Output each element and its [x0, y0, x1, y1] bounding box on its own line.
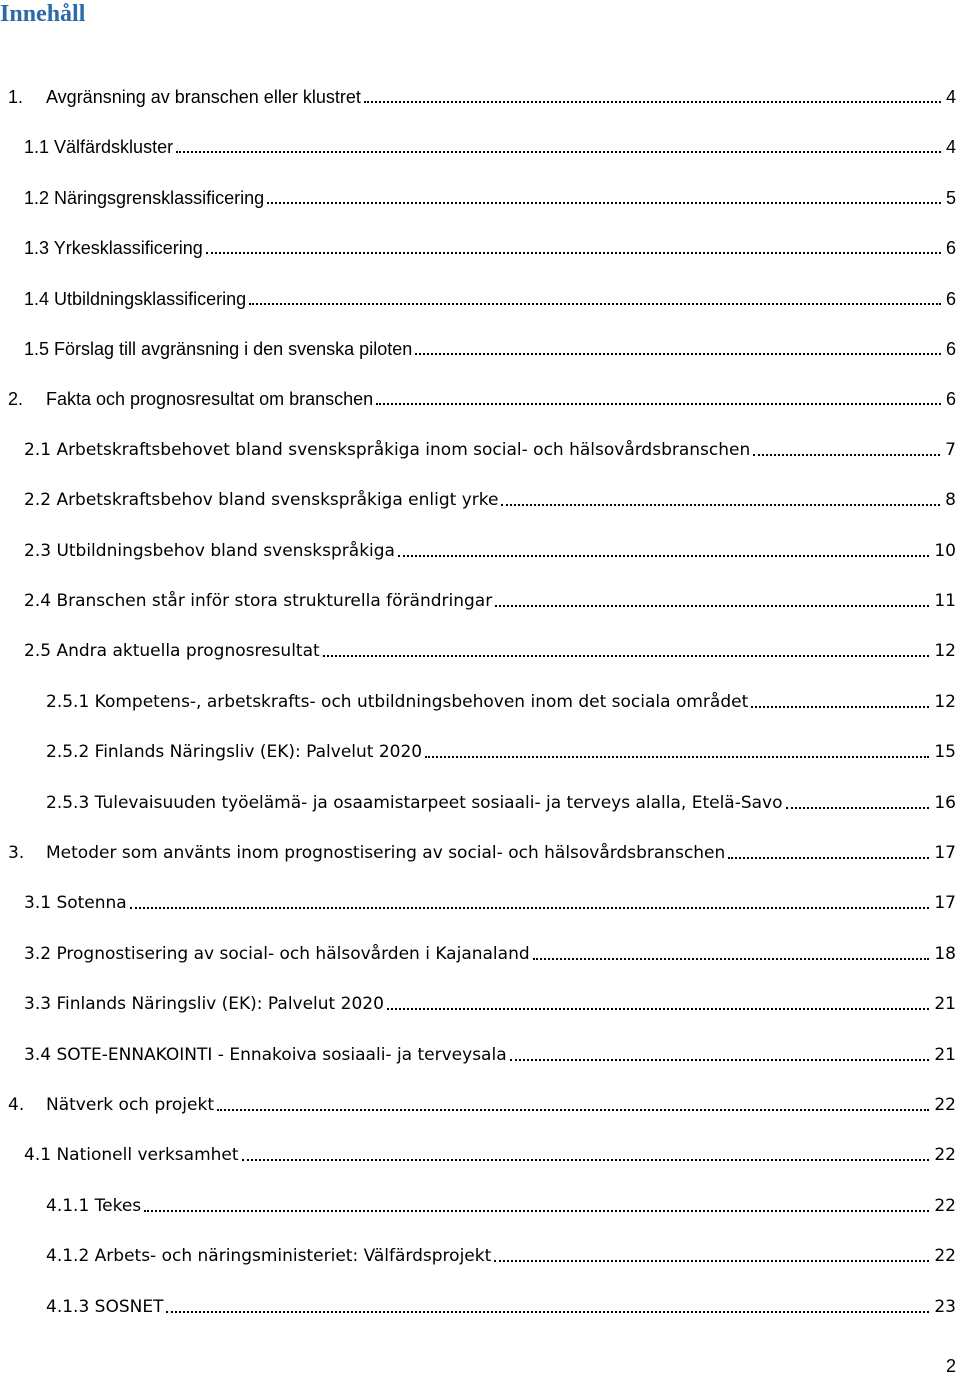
toc-entry[interactable] — [46, 689, 956, 713]
toc-entry[interactable] — [24, 437, 956, 461]
toc-entry[interactable] — [24, 1042, 956, 1066]
dot-leader — [176, 151, 941, 153]
dot-leader — [144, 1210, 929, 1212]
dot-leader — [249, 303, 941, 305]
dot-leader — [206, 252, 941, 254]
toc-entry-title: 4.1.3 SOSNET — [46, 1297, 164, 1317]
dot-leader — [728, 857, 929, 859]
dot-leader — [533, 958, 930, 960]
toc-entry-title: 1.2 Näringsgrensklassificering — [24, 188, 265, 208]
toc-entry-title: 4.1.2 Arbets- och näringsministeriet: Välfärdsprojekt — [46, 1246, 492, 1266]
toc-entry-page: 17 — [934, 893, 956, 913]
toc-entry-page: 4 — [945, 87, 956, 107]
dot-leader — [495, 605, 929, 607]
toc-entry-title: 2.5.2 Finlands Näringsliv (EK): Palvelut 2020 — [46, 742, 423, 762]
toc-entry-page: 6 — [945, 389, 956, 409]
dot-leader — [494, 1260, 929, 1262]
toc-entry[interactable] — [24, 638, 956, 662]
toc-entry-number: 2. — [8, 389, 24, 409]
toc-entry-page: 6 — [945, 289, 956, 309]
toc-entry-title: Fakta och prognosresultat om branschen — [46, 389, 374, 409]
dot-leader — [786, 807, 930, 809]
toc-entry-page: 11 — [934, 591, 956, 611]
toc-entry-title: 4.1.1 Tekes — [46, 1196, 142, 1216]
toc-entry-page: 22 — [934, 1095, 956, 1115]
toc-entry-page: 4 — [945, 137, 956, 157]
toc-entry-page: 15 — [934, 742, 956, 762]
dot-leader — [753, 454, 940, 456]
toc-entry-page: 17 — [934, 843, 956, 863]
toc-entry-title: 3.1 Sotenna — [24, 893, 127, 913]
toc-heading: Innehåll — [0, 1, 86, 27]
toc-entry-number: 3. — [8, 843, 25, 863]
toc-entry[interactable] — [24, 487, 956, 511]
dot-leader — [376, 403, 941, 405]
toc-entry-page: 8 — [945, 490, 956, 510]
toc-entry-page: 21 — [934, 994, 956, 1014]
toc-entry-page: 6 — [945, 339, 956, 359]
toc-entry[interactable] — [24, 941, 956, 965]
toc-entry-title: 1.5 Förslag till avgränsning i den svenska piloten — [24, 339, 413, 359]
toc-entry-page: 21 — [934, 1045, 956, 1065]
toc-entry-title: 2.3 Utbildningsbehov bland svenskspråkiga — [24, 541, 395, 561]
toc-entry[interactable] — [46, 739, 956, 763]
toc-entry-number: 4. — [8, 1095, 25, 1115]
dot-leader — [398, 555, 929, 557]
toc-entry[interactable] — [24, 134, 956, 158]
toc-entry[interactable] — [8, 84, 956, 108]
toc-entry-title: 2.5 Andra aktuella prognosresultat — [24, 641, 320, 661]
toc-entry-title: 3.4 SOTE-ENNAKOINTI - Ennakoiva sosiaali- ja terveysala — [24, 1045, 507, 1065]
toc-entry[interactable] — [24, 336, 956, 360]
dot-leader — [130, 907, 930, 909]
dot-leader — [501, 504, 940, 506]
toc-entry-title: 2.1 Arbetskraftsbehovet bland svenskspråkiga inom social- och hälsovårdsbranschen — [24, 440, 751, 460]
toc-entry-title: 4.1 Nationell verksamhet — [24, 1145, 239, 1165]
toc-entry-page: 12 — [934, 641, 956, 661]
toc-entry[interactable] — [46, 1243, 956, 1267]
toc-entry-title: 2.5.1 Kompetens-, arbetskrafts- och utbildningsbehoven inom det sociala området — [46, 692, 749, 712]
toc-entry-title: Avgränsning av branschen eller klustret — [46, 87, 361, 107]
toc-entry-page: 23 — [934, 1297, 956, 1317]
toc-entry[interactable] — [46, 790, 956, 814]
toc-entry-page: 12 — [934, 692, 956, 712]
toc-entry[interactable] — [24, 286, 956, 310]
toc-entry-title: Nätverk och projekt — [46, 1095, 214, 1115]
toc-entry-title: 2.5.3 Tulevaisuuden työelämä- ja osaamistarpeet sosiaali- ja terveys alalla, Etelä-Savo — [46, 793, 783, 813]
dot-leader — [510, 1059, 930, 1061]
toc-entry-title: Metoder som använts inom prognostisering av social- och hälsovårdsbranschen — [46, 843, 726, 863]
dot-leader — [166, 1311, 929, 1313]
toc-entry-page: 22 — [934, 1246, 956, 1266]
dot-leader — [364, 101, 941, 103]
toc-entry-title: 1.3 Yrkesklassificering — [24, 238, 203, 258]
toc-entry[interactable] — [46, 1193, 956, 1217]
toc-entry-page: 7 — [945, 440, 956, 460]
toc-entry[interactable] — [24, 235, 956, 259]
toc-entry[interactable] — [8, 386, 956, 410]
dot-leader — [425, 756, 929, 758]
toc-entry-page: 16 — [934, 793, 956, 813]
page-number: 2 — [945, 1356, 956, 1376]
dot-leader — [217, 1109, 929, 1111]
toc-entry-page: 10 — [934, 541, 956, 561]
toc-entry-title: 1.4 Utbildningsklassificering — [24, 289, 247, 309]
toc-entry-page: 18 — [934, 944, 956, 964]
dot-leader — [242, 1159, 930, 1161]
dot-leader — [415, 353, 941, 355]
dot-leader — [751, 706, 929, 708]
toc-entry-title: 2.2 Arbetskraftsbehov bland svenskspråkiga enligt yrke — [24, 490, 499, 510]
toc-entry[interactable] — [24, 991, 956, 1015]
toc-entry-title: 3.2 Prognostisering av social- och hälsovården i Kajanaland — [24, 944, 530, 964]
toc-entry-title: 2.4 Branschen står inför stora strukturella förändringar — [24, 591, 493, 611]
toc-entry-page: 22 — [934, 1196, 956, 1216]
toc-entry-title: 1.1 Välfärdskluster — [24, 137, 174, 157]
toc-entry-page: 5 — [945, 188, 956, 208]
toc-entry-page: 6 — [945, 238, 956, 258]
toc-entry[interactable] — [8, 1092, 956, 1116]
toc-entry[interactable] — [24, 538, 956, 562]
dot-leader — [323, 655, 930, 657]
toc-entry[interactable] — [24, 588, 956, 612]
toc-entry[interactable] — [46, 1294, 956, 1318]
toc-entry[interactable] — [24, 1142, 956, 1166]
toc-entry-number: 1. — [8, 87, 24, 107]
toc-entry[interactable] — [24, 890, 956, 914]
toc-entry[interactable] — [24, 185, 956, 209]
dot-leader — [267, 202, 941, 204]
toc-entry[interactable] — [8, 840, 956, 864]
toc-entry-title: 3.3 Finlands Näringsliv (EK): Palvelut 2020 — [24, 994, 384, 1014]
toc-entry-page: 22 — [934, 1145, 956, 1165]
dot-leader — [387, 1008, 929, 1010]
